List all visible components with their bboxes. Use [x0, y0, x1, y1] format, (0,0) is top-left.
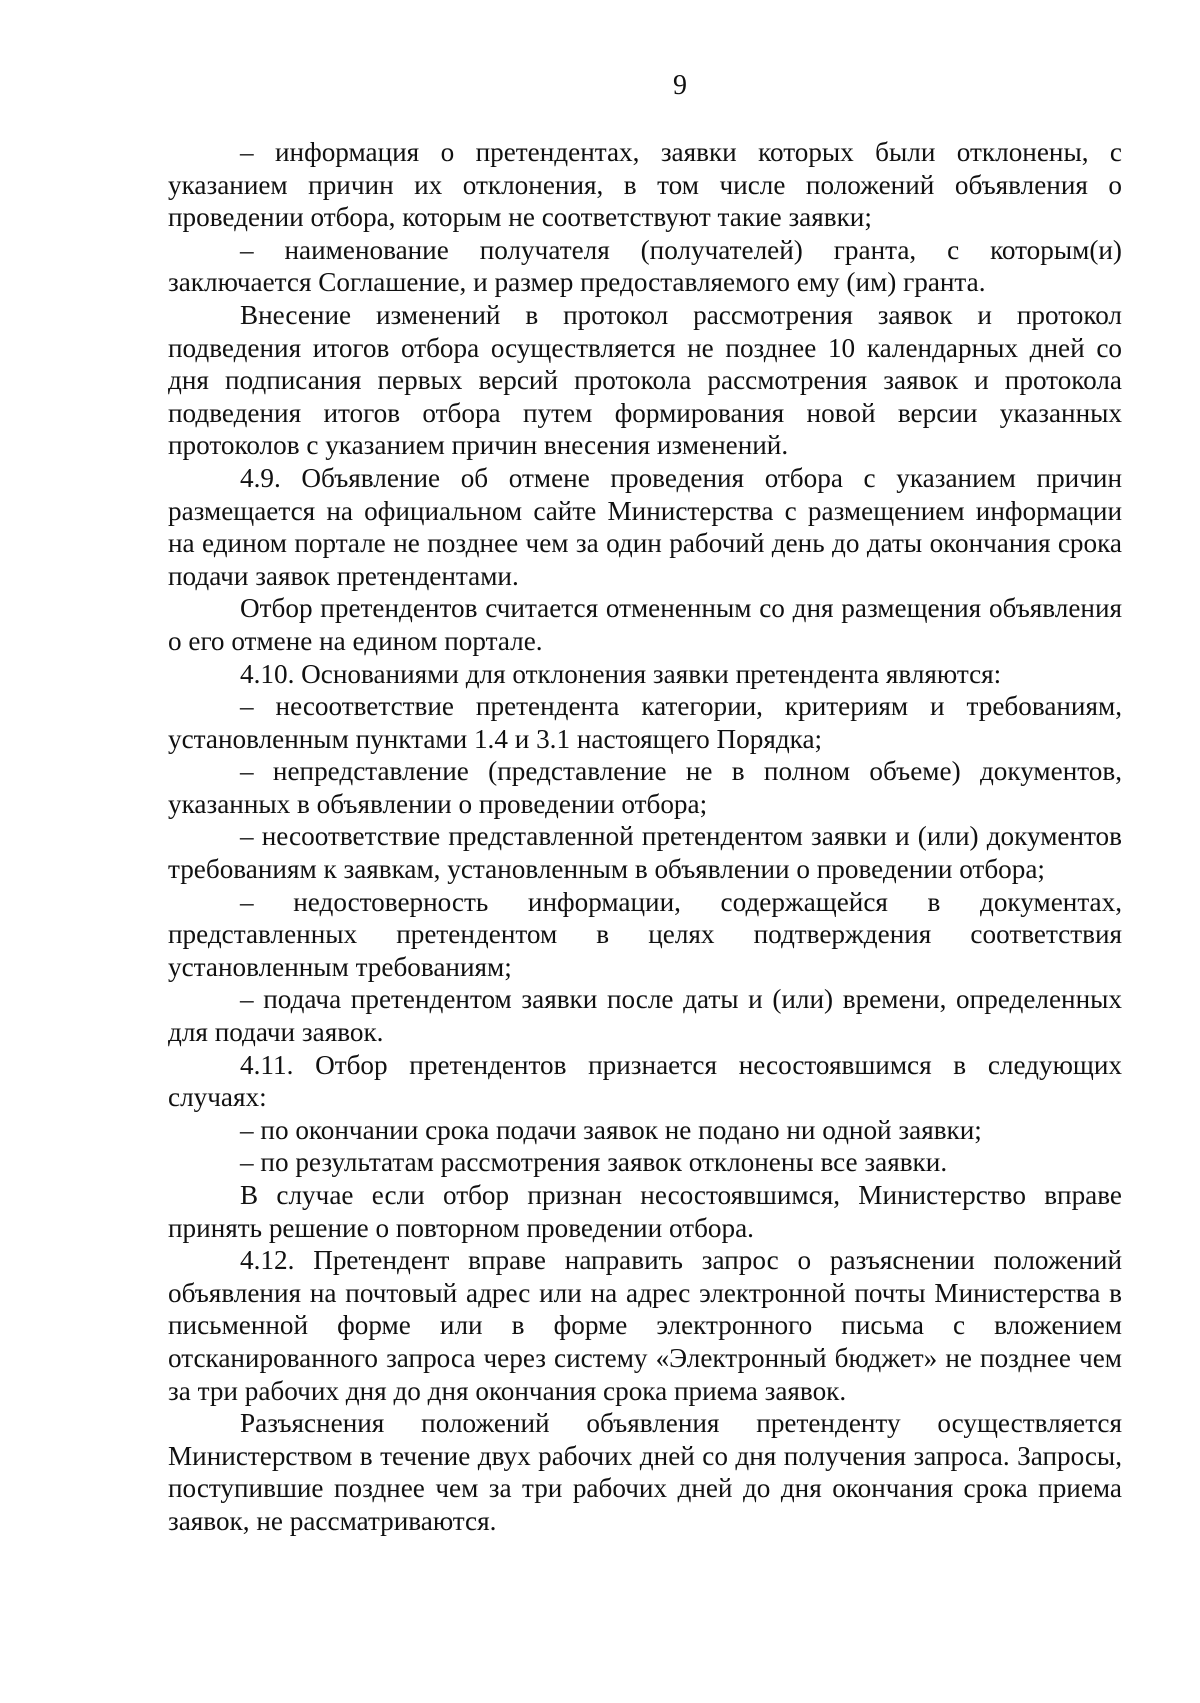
- paragraph-repeat-decision: В случае если отбор признан несостоявшимся, Министерство вправе принять решение о повторном проведении отбора.: [168, 1180, 1122, 1243]
- list-item: – наименование получателя (получателей) гранта, с которым(и) заключается Соглашение, и размер предоставляемого ему (им) гранта.: [168, 234, 1122, 298]
- rejection-grounds-list: [168, 690, 1122, 1049]
- paragraph-cancellation: Отбор претендентов считается отмененным со дня размещения объявления о его отмене на едином портале.: [168, 593, 1122, 656]
- list-item: – недостоверность информации, содержащейся в документах, представленных претендентом в целях подтверждения соответствия установленным требованиям;: [168, 886, 1122, 982]
- list-item: – подача претендентом заявки после даты и (или) времени, определенных для подачи заявок.: [168, 984, 1122, 1048]
- list-item: – несоответствие претендента категории, критериям и требованиям, установленным пунктами 1.4 и 3.1 настоящего Порядка;: [168, 691, 1122, 754]
- paragraph-clarifications: Разъяснения положений объявления претенденту осуществляется Министерством в течение двух рабочих дней со дня получения запроса. Запросы, поступившие позднее чем за три рабочих дней до дня окончания срока приема заявок, не рассматриваются.: [168, 1408, 1122, 1536]
- paragraph-protocol-changes: Внесение изменений в протокол рассмотрения заявок и протокол подведения итогов отбора осуществляется не позднее 10 календарных дней со дня подписания первых версий протокола рассмотрения заявок и протокола подведения итогов отбора путем формирования новой версии указанных протоколов с указанием причин внесения изменений.: [168, 299, 1122, 461]
- paragraph-4-9: 4.9. Объявление об отмене проведения отбора с указанием причин размещается на официальном сайте Министерства с размещением информации на едином портале не позднее чем за один рабочий день до даты окончания срока подачи заявок претендентами.: [168, 462, 1122, 591]
- paragraph-4-12: 4.12. Претендент вправе направить запрос о разъяснении положений объявления на почтовый адрес или на адрес электронной почты Министерства в письменной форме или в форме электронного письма с вложением отсканированного запроса через систему «Электронный бюджет» не позднее чем за три рабочих дня до дня окончания срока приема заявок.: [168, 1245, 1122, 1406]
- intro-list: [168, 136, 1122, 299]
- list-item: – несоответствие представленной претендентом заявки и (или) документов требованиям к заявкам, установленным в объявлении о проведении отбора;: [168, 821, 1122, 885]
- list-item: – непредставление (представление не в полном объеме) документов, указанных в объявлении о проведении отбора;: [168, 756, 1122, 819]
- paragraph-4-10: 4.10. Основаниями для отклонения заявки претендента являются:: [240, 658, 1002, 689]
- page-number: 9: [673, 70, 687, 101]
- failed-selection-cases-list: [168, 1114, 1122, 1179]
- paragraph-4-11: 4.11. Отбор претендентов признается несостоявшимся в следующих случаях:: [168, 1049, 1122, 1113]
- document-body: [168, 136, 1122, 1538]
- list-item: – информация о претендентах, заявки которых были отклонены, с указанием причин их отклонения, в том числе положений объявления о проведении отбора, которым не соответствуют такие заявки;: [168, 137, 1122, 233]
- list-item: – по результатам рассмотрения заявок отклонены все заявки.: [240, 1147, 948, 1178]
- list-item: – по окончании срока подачи заявок не подано ни одной заявки;: [240, 1114, 982, 1145]
